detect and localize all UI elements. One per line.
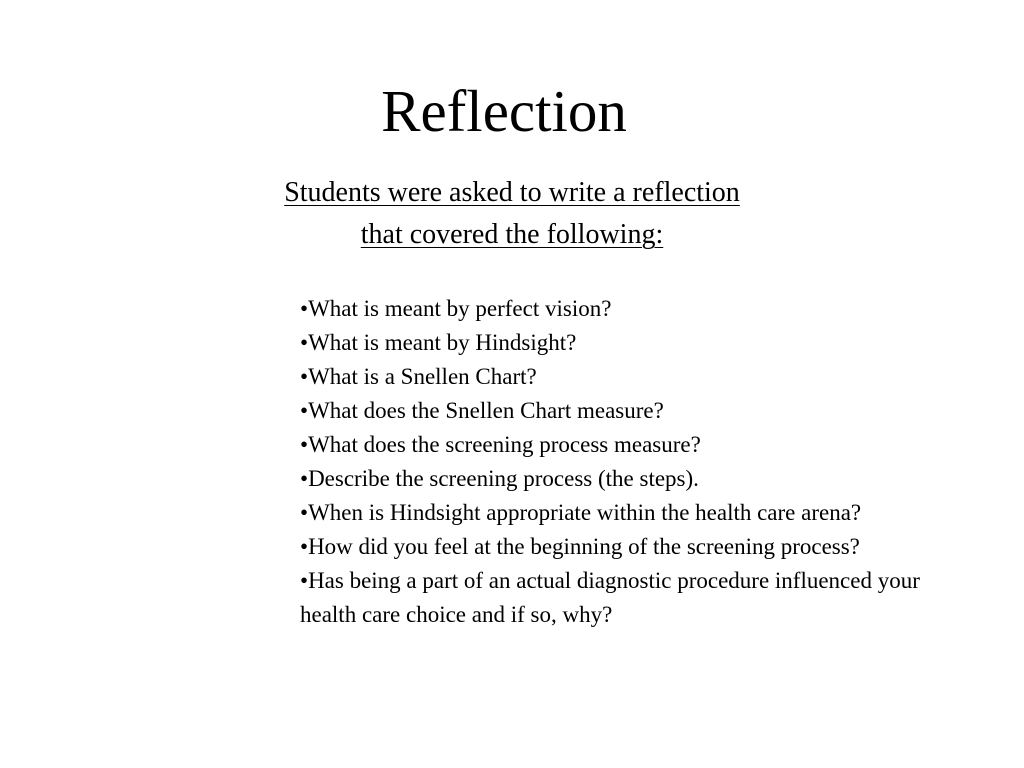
slide-subtitle	[0, 172, 1024, 256]
question-item: • How did you feel at the beginning of the screening process?	[300, 530, 940, 564]
slide-title: Reflection	[381, 78, 627, 144]
question-list	[300, 292, 940, 632]
question-item: • Has being a part of an actual diagnostic procedure influenced your health care choice and if so, why?	[300, 564, 940, 632]
question-item: • What is a Snellen Chart?	[300, 360, 940, 394]
question-item: • What is meant by Hindsight?	[300, 326, 940, 360]
question-item: • Describe the screening process (the steps).	[300, 462, 940, 496]
subtitle-line-2: that covered the following:	[360, 219, 664, 250]
question-item: • When is Hindsight appropriate within the health care arena?	[300, 496, 940, 530]
question-item: • What is meant by perfect vision?	[300, 292, 940, 326]
question-item: • What does the Snellen Chart measure?	[300, 394, 940, 428]
subtitle-line-1: Students were asked to write a reflection	[284, 177, 740, 208]
question-item: • What does the screening process measure?	[300, 428, 940, 462]
